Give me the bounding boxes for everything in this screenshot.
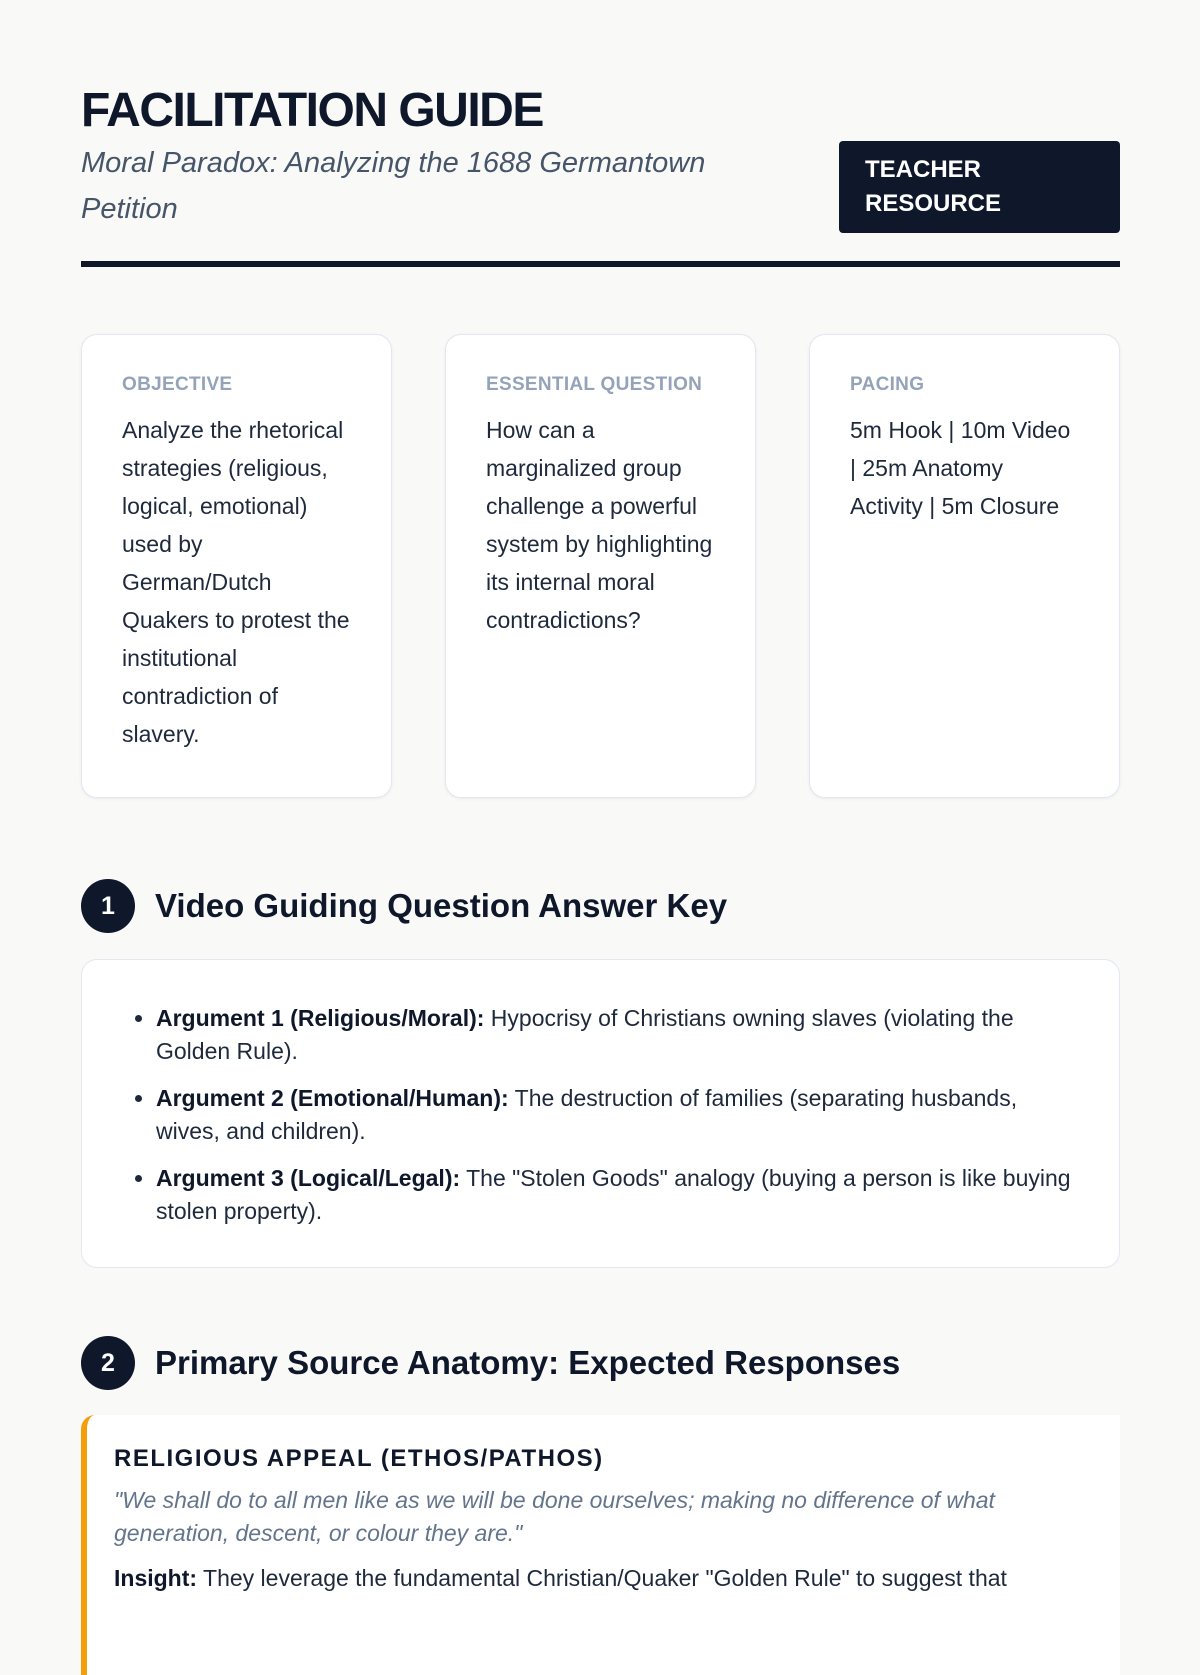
religious-appeal-insight bbox=[114, 1562, 1088, 1595]
pacing-card bbox=[809, 334, 1120, 798]
objective-card bbox=[81, 334, 392, 798]
header-divider bbox=[81, 261, 1120, 267]
pacing-text: 5m Hook | 10m Video | 25m Anatomy Activity | 5m Closure bbox=[850, 417, 1071, 519]
page-subtitle: Moral Paradox: Analyzing the 1688 Germantown Petition bbox=[81, 147, 706, 225]
essential-question-card bbox=[445, 334, 756, 798]
answer-key-term: Argument 1 (Religious/Moral): bbox=[156, 1005, 485, 1031]
page-title: FACILITATION GUIDE bbox=[81, 84, 543, 137]
answer-key-text: Hypocrisy of Christians owning slaves (violating the Golden Rule). bbox=[156, 1005, 1014, 1064]
section-1-title: Video Guiding Question Answer Key bbox=[155, 887, 728, 924]
answer-key-term: Argument 3 (Logical/Legal): bbox=[156, 1165, 461, 1191]
objective-text: Analyze the rhetorical strategies (religious, logical, emotional) used by German/Dutch Quakers to protest the institutional contradiction of slavery. bbox=[122, 417, 350, 747]
pacing-label: PACING bbox=[850, 374, 925, 395]
answer-key-list bbox=[116, 1002, 1083, 1228]
section-2-heading bbox=[81, 1336, 900, 1390]
info-cards bbox=[81, 334, 1120, 798]
answer-key-item bbox=[156, 1162, 1083, 1228]
teacher-resource-badge: TEACHER RESOURCE bbox=[839, 141, 1120, 233]
page-header bbox=[81, 0, 1120, 268]
answer-key-term: Argument 2 (Emotional/Human): bbox=[156, 1085, 509, 1111]
answer-key-text: The "Stolen Goods" analogy (buying a person is like buying stolen property). bbox=[156, 1165, 1071, 1224]
answer-key-item bbox=[156, 1082, 1083, 1148]
section-1-heading bbox=[81, 879, 727, 933]
religious-appeal-card bbox=[81, 1415, 1120, 1675]
section-2-number: 2 bbox=[81, 1336, 135, 1390]
section-2-title: Primary Source Anatomy: Expected Responses bbox=[155, 1344, 901, 1381]
religious-appeal-quote: "We shall do to all men like as we will be done ourselves; making no difference of what generation, descent, or colour they are." bbox=[114, 1487, 995, 1546]
objective-label: OBJECTIVE bbox=[122, 374, 233, 395]
essential-question-text: How can a marginalized group challenge a powerful system by highlighting its internal moral contradictions? bbox=[486, 417, 713, 633]
section-1-number: 1 bbox=[81, 879, 135, 933]
answer-key-box bbox=[81, 959, 1120, 1268]
insight-text: They leverage the fundamental Christian/Quaker "Golden Rule" to suggest that bbox=[197, 1565, 1007, 1591]
facilitation-guide-page bbox=[81, 0, 1120, 1591]
answer-key-item bbox=[156, 1002, 1083, 1068]
answer-key-text: The destruction of families (separating husbands, wives, and children). bbox=[156, 1085, 1018, 1144]
essential-question-label: ESSENTIAL QUESTION bbox=[486, 374, 703, 395]
insight-label: Insight: bbox=[114, 1565, 198, 1591]
religious-appeal-title: RELIGIOUS APPEAL (ETHOS/PATHOS) bbox=[114, 1445, 604, 1472]
